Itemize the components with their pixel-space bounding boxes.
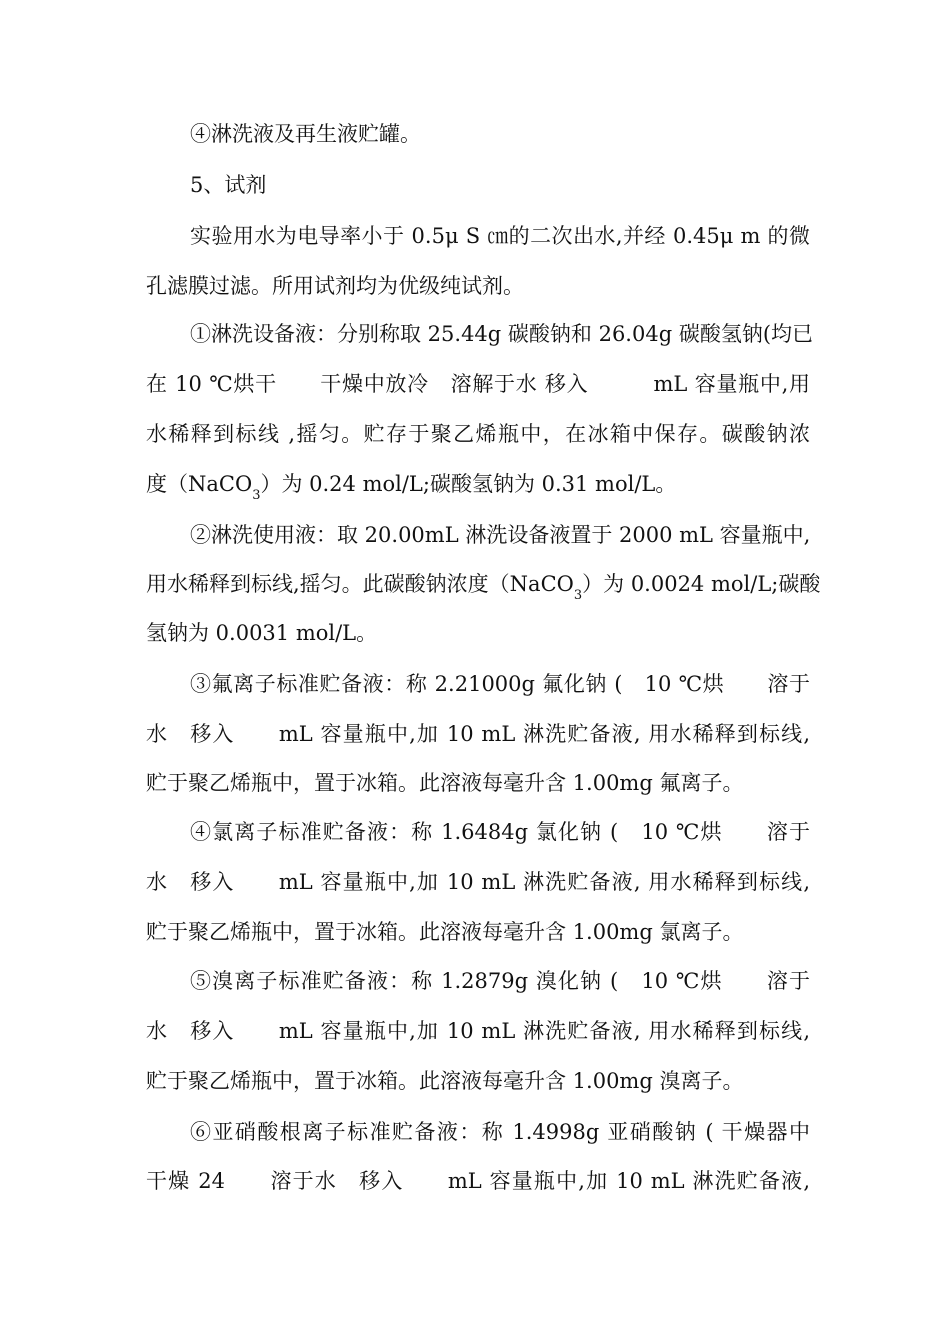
formula-subscript: 3 bbox=[573, 588, 583, 603]
paragraph-nitrite-line1: ⑥亚硝酸根离子标准贮备液：称 1.4998g 亚硝酸钠 ( 干燥器中 bbox=[190, 1120, 810, 1144]
section-heading-reagents: 5、试剂 bbox=[190, 173, 267, 197]
paragraph-chloride-line2: 水 移入 mL 容量瓶中,加 10 mL 淋洗贮备液, 用水稀释到标线, bbox=[146, 870, 810, 894]
paragraph-water-line1: 实验用水为电导率小于 0.5μ S ㎝的二次出水,并经 0.45μ m 的微 bbox=[190, 224, 810, 248]
paragraph-fluoride-line2: 水 移入 mL 容量瓶中,加 10 mL 淋洗贮备液, 用水稀释到标线, bbox=[146, 722, 810, 746]
concentration-text: ）为 0.0024 mol/L;碳酸 bbox=[582, 572, 821, 596]
paragraph-nitrite-line2: 干燥 24 溶于水 移入 mL 容量瓶中,加 10 mL 淋洗贮备液, bbox=[146, 1169, 810, 1193]
list-item-storage-tank: ④淋洗液及再生液贮罐。 bbox=[190, 122, 421, 146]
paragraph-eluent-stock-line4 bbox=[146, 471, 677, 503]
paragraph-eluent-use-line2 bbox=[146, 571, 821, 603]
paragraph-bromide-line2: 水 移入 mL 容量瓶中,加 10 mL 淋洗贮备液, 用水稀释到标线, bbox=[146, 1019, 810, 1043]
paragraph-eluent-stock-line3: 水稀释到标线 ,摇匀。贮存于聚乙烯瓶中，在冰箱中保存。碳酸钠浓 bbox=[146, 422, 810, 446]
paragraph-eluent-use-line1: ②淋洗使用液：取 20.00mL 淋洗设备液置于 2000 mL 容量瓶中, bbox=[190, 523, 811, 547]
formula-text: 用水稀释到标线,摇匀。此碳酸钠浓度（NaCO bbox=[146, 572, 574, 596]
paragraph-water-line2: 孔滤膜过滤。所用试剂均为优级纯试剂。 bbox=[146, 274, 524, 298]
paragraph-eluent-stock-line2: 在 10 ℃烘干 干燥中放冷 溶解于水 移入 mL 容量瓶中,用 bbox=[146, 372, 810, 396]
concentration-text: ）为 0.24 mol/L;碳酸氢钠为 0.31 mol/L。 bbox=[260, 472, 677, 496]
paragraph-eluent-stock-line1: ①淋洗设备液：分别称取 25.44g 碳酸钠和 26.04g 碳酸氢钠(均已 bbox=[190, 322, 814, 346]
paragraph-fluoride-line1: ③氟离子标准贮备液：称 2.21000g 氟化钠 ( 10 ℃烘 溶于 bbox=[190, 672, 810, 696]
paragraph-bromide-line3: 贮于聚乙烯瓶中，置于冰箱。此溶液每毫升含 1.00mg 溴离子。 bbox=[146, 1069, 744, 1093]
paragraph-fluoride-line3: 贮于聚乙烯瓶中，置于冰箱。此溶液每毫升含 1.00mg 氟离子。 bbox=[146, 771, 744, 795]
paragraph-eluent-use-line3: 氢钠为 0.0031 mol/L。 bbox=[146, 621, 378, 645]
paragraph-chloride-line1: ④氯离子标准贮备液：称 1.6484g 氯化钠 ( 10 ℃烘 溶于 bbox=[190, 820, 810, 844]
formula-subscript: 3 bbox=[252, 488, 261, 503]
paragraph-bromide-line1: ⑤溴离子标准贮备液：称 1.2879g 溴化钠 ( 10 ℃烘 溶于 bbox=[190, 969, 810, 993]
formula-text: 度（NaCO bbox=[146, 472, 253, 496]
paragraph-chloride-line3: 贮于聚乙烯瓶中，置于冰箱。此溶液每毫升含 1.00mg 氯离子。 bbox=[146, 920, 744, 944]
